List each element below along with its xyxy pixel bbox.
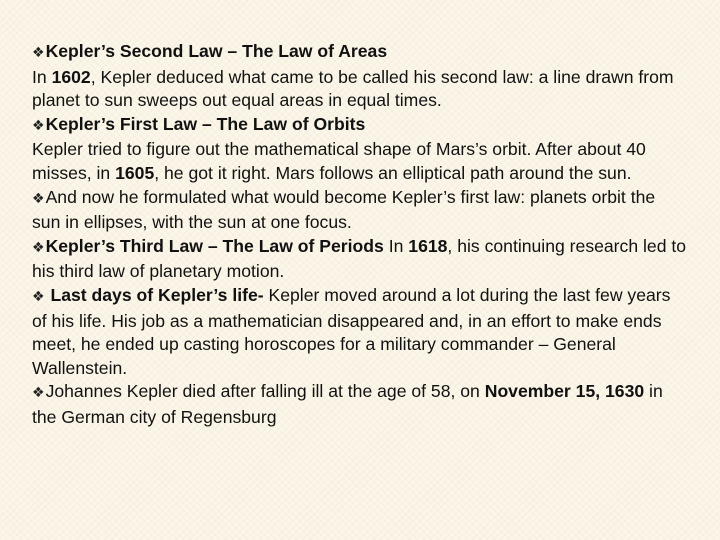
- year-1602: 1602: [51, 66, 91, 87]
- first-law-heading: Kepler’s First Law – The Law of Orbits: [45, 113, 366, 134]
- last-days-heading: Last days of Kepler’s life-: [45, 284, 264, 305]
- text-segment: , Kepler deduced what came to be called his second law: a line drawn from planet to sun sweeps out equal areas in equal times.: [32, 66, 674, 111]
- paragraph-third-law: [32, 235, 688, 284]
- paragraph-first-law-formulation: [32, 186, 688, 235]
- text-segment: Kepler moved around a lot during the last few years of his life. His job as a mathematician disappeared and, in an effort to make ends meet, he ended up casting horoscopes for a military commander – General Wallenstein.: [32, 284, 671, 378]
- text-segment: , he got it right. Mars follows an elliptical path around the sun.: [154, 162, 632, 183]
- second-law-heading: Kepler’s Second Law – The Law of Areas: [45, 41, 388, 61]
- text-segment: And now he formulated what would become Kepler’s first law: planets orbit the sun in ellipses, with the sun at one focus.: [32, 186, 656, 233]
- third-law-heading: Kepler’s Third Law – The Law of Periods: [45, 235, 384, 256]
- paragraph-first-law-text: [32, 138, 688, 185]
- diamond-bullet-icon: ❖: [32, 45, 45, 61]
- diamond-bullet-icon: ❖: [32, 239, 45, 256]
- diamond-bullet-icon: ❖: [32, 385, 45, 402]
- text-segment: Johannes Kepler died after falling ill at the age of 58, on: [45, 381, 485, 402]
- diamond-bullet-icon: ❖: [32, 288, 45, 305]
- text-segment: In: [383, 235, 409, 256]
- text-segment: , his continuing research led to his third law of planetary motion.: [32, 235, 687, 282]
- paragraph-death: [32, 380, 688, 429]
- slide-body: [32, 40, 688, 430]
- year-1605: 1605: [115, 162, 155, 183]
- paragraph-first-law-heading: [32, 113, 688, 139]
- paragraph-second-law-text: [32, 66, 688, 113]
- diamond-bullet-icon: ❖: [32, 117, 45, 134]
- death-date: November 15, 1630: [484, 381, 645, 402]
- text-segment: Kepler tried to figure out the mathematical shape of Mars’s orbit. After about 40 misses, in: [32, 139, 646, 183]
- year-1618: 1618: [408, 235, 448, 256]
- text-segment: In: [32, 66, 52, 87]
- paragraph-last-days: [32, 284, 688, 380]
- text-segment: in the German city of Regensburg: [32, 381, 663, 427]
- paragraph-second-law-heading: [32, 40, 688, 66]
- diamond-bullet-icon: ❖: [32, 190, 45, 207]
